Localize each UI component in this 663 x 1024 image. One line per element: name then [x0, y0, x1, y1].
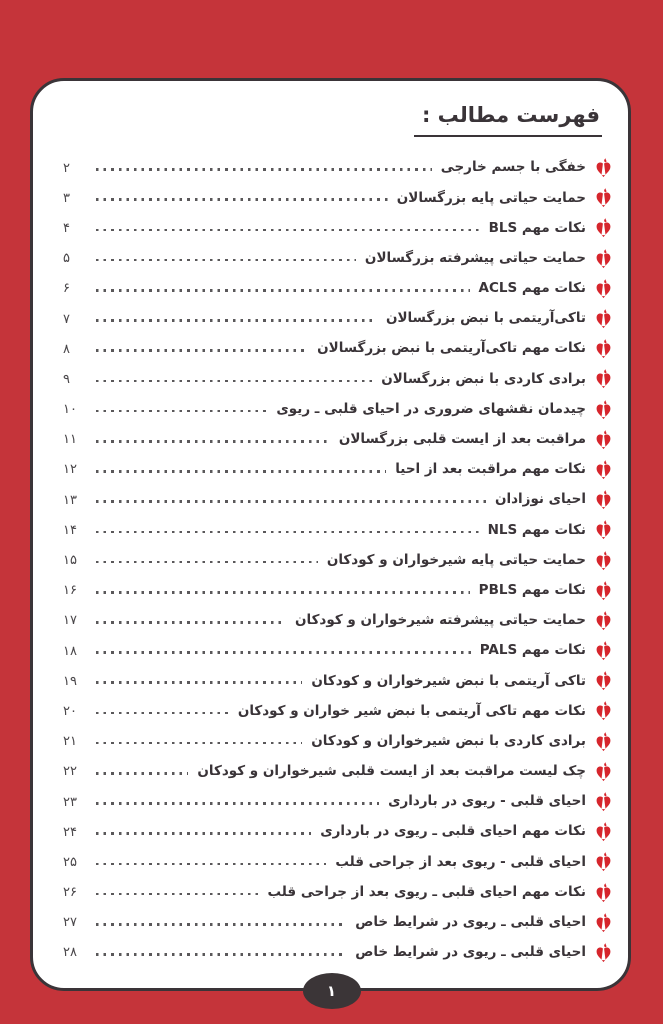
toc-entry-page: ۲: [63, 160, 70, 176]
toc-entry-label: خفگی با جسم خارجی: [440, 159, 586, 176]
toc-entry-label: احیای نوزادان: [494, 491, 586, 508]
toc-entry-page: ۶: [63, 281, 70, 297]
toc-entry: [63, 425, 612, 455]
toc-entry-page: ۱۵: [63, 553, 77, 569]
toc-entry: [63, 817, 612, 847]
toc-entry-page: ۷: [63, 311, 70, 327]
toc-entry-label: برادی کاردی با نبض شیرخواران و کودکان: [311, 732, 586, 749]
toc-entry-label: تاکی آریتمی با نبض شیرخواران و کودکان: [311, 672, 586, 689]
heart-torch-icon: [595, 158, 612, 178]
toc-entry-label: احیای قلبی - ریوی در بارداری: [388, 793, 586, 810]
toc-entry-page: ۱۴: [63, 522, 77, 538]
dotted-leader: [96, 470, 386, 473]
toc-entry-page: ۸: [63, 341, 70, 357]
toc-entry-page: ۲۸: [63, 945, 77, 961]
toc-entry: [63, 274, 612, 304]
dotted-leader: [96, 229, 480, 232]
dotted-leader: [96, 198, 388, 201]
toc-entry: [63, 485, 612, 515]
toc-entry: [63, 244, 612, 274]
toc-entry: [63, 515, 612, 545]
dotted-leader: [96, 953, 346, 956]
toc-entry-label: مراقبت بعد از ایست قلبی بزرگسالان: [338, 431, 586, 448]
toc-entry-label: چیدمان نقشهای ضروری در احیای قلبی ـ ریوی: [276, 400, 586, 417]
toc-entry: [63, 183, 612, 213]
heart-torch-icon: [595, 551, 612, 571]
dotted-leader: [96, 380, 372, 383]
toc-entry: [63, 757, 612, 787]
dotted-leader: [96, 772, 188, 775]
toc-entry: [63, 455, 612, 485]
toc-entry: [63, 576, 612, 606]
heart-torch-icon: [595, 883, 612, 903]
dotted-leader: [96, 681, 302, 684]
toc-entry: [63, 666, 612, 696]
toc-entry-label: نکات مهم احیای قلبی ـ ریوی در بارداری: [320, 823, 586, 840]
dotted-leader: [96, 410, 267, 413]
heart-torch-icon: [595, 611, 612, 631]
heart-torch-icon: [595, 852, 612, 872]
heart-torch-icon: [595, 400, 612, 420]
dotted-leader: [96, 802, 379, 805]
dotted-leader: [96, 289, 470, 292]
dotted-leader: [96, 440, 330, 443]
toc-entry-label: چک لیست مراقبت بعد از ایست قلبی شیرخواران و کودکان: [197, 763, 586, 780]
toc-entry-page: ۱۰: [63, 402, 77, 418]
toc-entry-label: نکات مهم تاکی‌آریتمی با نبض بزرگسالان: [317, 340, 586, 357]
toc-entry: [63, 395, 612, 425]
toc-entry-label: نکات مهم ACLS: [478, 280, 586, 297]
toc-entry-page: ۹: [63, 371, 70, 387]
toc-entry: [63, 304, 612, 334]
dotted-leader: [96, 591, 470, 594]
heart-torch-icon: [595, 520, 612, 540]
toc-entry-page: ۲۳: [63, 794, 77, 810]
dotted-leader: [96, 893, 258, 896]
dotted-leader: [96, 168, 432, 171]
title-row: [33, 81, 628, 137]
toc-entry-label: نکات مهم مراقبت بعد از احیا: [395, 461, 586, 478]
toc-entry: [63, 908, 612, 938]
toc-entry-page: ۱۳: [63, 492, 77, 508]
toc-entry-page: ۵: [63, 251, 70, 267]
heart-torch-icon: [595, 309, 612, 329]
toc-entry-page: ۳: [63, 190, 70, 206]
dotted-leader: [96, 259, 356, 262]
heart-torch-icon: [595, 762, 612, 782]
toc-list: [33, 149, 628, 978]
toc-entry-page: ۲۴: [63, 824, 77, 840]
toc-entry-page: ۲۲: [63, 764, 77, 780]
toc-entry: [63, 938, 612, 968]
heart-torch-icon: [595, 279, 612, 299]
toc-entry: [63, 153, 612, 183]
toc-entry: [63, 636, 612, 666]
toc-entry-label: نکات مهم NLS: [487, 521, 586, 538]
toc-entry-label: نکات مهم احیای قلبی ـ ریوی بعد از جراحی قلب: [267, 883, 586, 900]
heart-torch-icon: [595, 943, 612, 963]
toc-entry-page: ۱۶: [63, 583, 77, 599]
toc-entry-label: حمایت حیاتی پایه بزرگسالان: [396, 189, 586, 206]
toc-entry-label: احیای قلبی ـ ریوی در شرایط خاص: [355, 914, 586, 931]
dotted-leader: [96, 621, 286, 624]
toc-entry: [63, 696, 612, 726]
toc-entry-label: احیای قلبی ـ ریوی در شرایط خاص: [355, 944, 586, 961]
toc-entry-page: ۱۱: [63, 432, 77, 448]
toc-entry-page: ۲۶: [63, 885, 77, 901]
dotted-leader: [96, 742, 302, 745]
toc-entry-label: نکات مهم PALS: [479, 642, 586, 659]
dotted-leader: [96, 832, 311, 835]
heart-torch-icon: [595, 913, 612, 933]
page-number-badge: [303, 973, 361, 1009]
heart-torch-icon: [595, 581, 612, 601]
dotted-leader: [96, 319, 377, 322]
heart-torch-icon: [595, 369, 612, 389]
toc-entry-page: ۱۲: [63, 462, 77, 478]
content-panel: [30, 78, 631, 991]
heart-torch-icon: [595, 641, 612, 661]
dotted-leader: [96, 651, 471, 654]
toc-entry: [63, 847, 612, 877]
heart-torch-icon: [595, 490, 612, 510]
page-number: ۱: [326, 982, 337, 1000]
heart-torch-icon: [595, 732, 612, 752]
toc-entry-page: ۱۹: [63, 673, 77, 689]
toc-entry-page: ۴: [63, 220, 70, 236]
toc-entry: [63, 334, 612, 364]
heart-torch-icon: [595, 218, 612, 238]
toc-entry-label: حمایت حیاتی پیشرفته بزرگسالان: [364, 249, 586, 266]
toc-entry: [63, 606, 612, 636]
toc-entry-page: ۲۷: [63, 915, 77, 931]
heart-torch-icon: [595, 430, 612, 450]
toc-entry: [63, 364, 612, 394]
toc-entry: [63, 878, 612, 908]
heart-torch-icon: [595, 792, 612, 812]
toc-entry: [63, 545, 612, 575]
toc-entry-page: ۱۷: [63, 613, 77, 629]
toc-entry-page: ۲۰: [63, 703, 77, 719]
heart-torch-icon: [595, 188, 612, 208]
toc-entry: [63, 787, 612, 817]
heart-torch-icon: [595, 822, 612, 842]
toc-entry-label: نکات مهم PBLS: [478, 581, 586, 598]
heart-torch-icon: [595, 249, 612, 269]
dotted-leader: [96, 500, 486, 503]
toc-entry: [63, 727, 612, 757]
dotted-leader: [96, 531, 479, 534]
toc-entry: [63, 213, 612, 243]
dotted-leader: [96, 349, 308, 352]
dotted-leader: [96, 863, 326, 866]
toc-entry-label: نکات مهم تاکی آریتمی با نبض شیر خواران و کودکان: [237, 702, 586, 719]
toc-entry-label: حمایت حیاتی پایه شیرخواران و کودکان: [326, 551, 586, 568]
heart-torch-icon: [595, 339, 612, 359]
toc-entry-label: نکات مهم BLS: [488, 219, 586, 236]
dotted-leader: [96, 923, 346, 926]
heart-torch-icon: [595, 701, 612, 721]
dotted-leader: [96, 712, 229, 715]
toc-entry-page: ۲۱: [63, 734, 77, 750]
heart-torch-icon: [595, 671, 612, 691]
page-title: فهرست مطالب :: [414, 103, 602, 137]
toc-entry-label: برادی کاردی با نبض بزرگسالان: [381, 370, 586, 387]
dotted-leader: [96, 561, 318, 564]
heart-torch-icon: [595, 460, 612, 480]
toc-entry-page: ۲۵: [63, 854, 77, 870]
toc-entry-label: احیای قلبی - ریوی بعد از جراحی قلب: [335, 853, 586, 870]
toc-entry-page: ۱۸: [63, 643, 77, 659]
toc-entry-label: حمایت حیاتی پیشرفته شیرخواران و کودکان: [294, 612, 586, 629]
toc-entry-label: تاکی‌آریتمی با نبض بزرگسالان: [385, 310, 586, 327]
